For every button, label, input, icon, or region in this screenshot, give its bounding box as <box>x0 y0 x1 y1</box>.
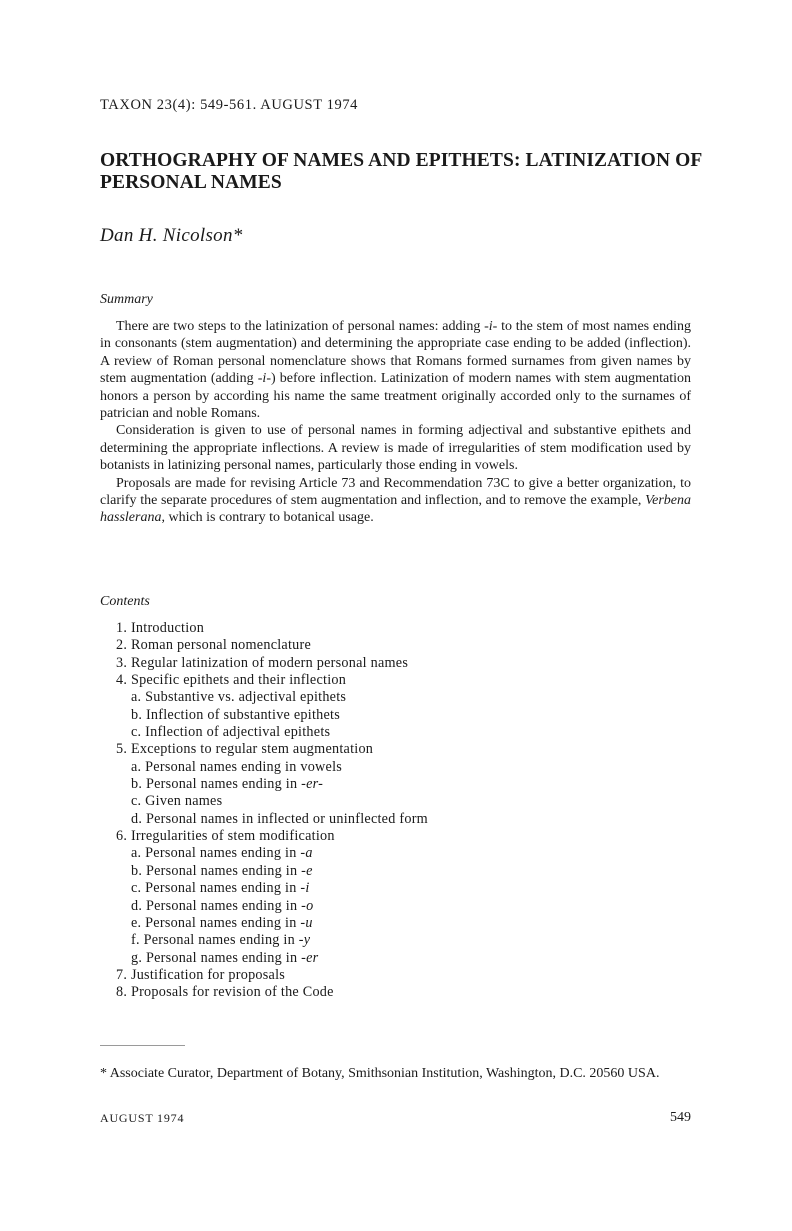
toc-number: d. <box>131 897 143 914</box>
toc-label: Personal names ending in <box>145 897 302 914</box>
toc-item <box>116 637 428 654</box>
author-footnote: * Associate Curator, Department of Botany, Smithsonian Institution, Washington, D.C. 20560 USA. <box>100 1066 660 1081</box>
toc-number: 7. <box>116 966 128 983</box>
running-footer-date: AUGUST 1974 <box>100 1111 185 1125</box>
toc-subitem <box>116 793 428 810</box>
toc-suffix: -y <box>298 932 311 949</box>
toc-subitem <box>116 950 428 967</box>
toc-subitem <box>116 898 428 915</box>
toc-label: Personal names ending in <box>145 949 302 966</box>
toc-label: Personal names ending in vowels <box>145 758 343 775</box>
toc-label: Proposals for revision of the Code <box>130 984 334 1001</box>
toc-number: f. <box>131 932 140 949</box>
toc-subitem <box>116 759 428 776</box>
toc-subitem <box>116 863 428 880</box>
toc-label: Regular latinization of modern personal names <box>130 654 409 671</box>
toc-item <box>116 828 428 845</box>
toc-number: a. <box>131 845 142 862</box>
toc-number: c. <box>131 724 142 741</box>
toc-number: 5. <box>116 741 128 758</box>
toc-number: a. <box>131 758 142 775</box>
toc-label: Personal names ending in <box>145 880 301 897</box>
toc-number: a. <box>131 689 142 706</box>
toc-suffix: -u <box>300 914 313 931</box>
summary-paragraph-3: Proposals are made for revising Article 73 and Recommendation 73C to give a better organization, to clarify the separate procedures of stem augmentation and inflection, and to remove the example, Verbena hasslerana, which is contrary to botanical usage. <box>100 475 691 526</box>
toc-number: b. <box>131 776 143 793</box>
toc-number: 3. <box>116 654 128 671</box>
toc-item <box>116 655 428 672</box>
page-number: 549 <box>670 1110 691 1125</box>
toc-label: Personal names ending in <box>145 776 302 793</box>
contents-heading: Contents <box>100 594 150 609</box>
toc-number: 4. <box>116 672 128 689</box>
toc-item <box>116 967 428 984</box>
toc-suffix: -i <box>300 880 310 897</box>
toc-number: c. <box>131 880 142 897</box>
author-name: Dan H. Nicolson* <box>100 225 243 246</box>
toc-label: Roman personal nomenclature <box>130 637 312 654</box>
toc-label: Personal names ending in <box>145 914 301 931</box>
toc-number: 2. <box>116 637 128 654</box>
toc-label: Irregularities of stem modification <box>130 828 335 845</box>
table-of-contents <box>116 620 428 1002</box>
toc-item <box>116 984 428 1001</box>
summary-paragraph-1: There are two steps to the latinization of personal names: adding -i- to the stem of most names ending in consonants (stem augmentation) and determining the appropriate case ending to be added (inflection). A review of Roman personal nomenclature shows that Romans formed surnames from given names by stem augmentation (adding -i-) before inflection. Latinization of modern names with stem augmentation honors a person by according his name the same treatment originally accorded only to the surnames of patrician and noble Romans. <box>100 319 691 422</box>
toc-subitem <box>116 932 428 949</box>
toc-label: Justification for proposals <box>130 966 286 983</box>
toc-label: Personal names in inflected or uninflected form <box>145 810 428 827</box>
toc-label: Introduction <box>130 620 205 636</box>
footnote-divider <box>100 1045 185 1046</box>
journal-citation: TAXON 23(4): 549-561. AUGUST 1974 <box>100 97 359 113</box>
summary-heading: Summary <box>100 292 153 307</box>
toc-label: Personal names ending in <box>143 932 299 949</box>
toc-label: Personal names ending in <box>145 845 301 862</box>
toc-number: c. <box>131 793 142 810</box>
toc-subitem <box>116 707 428 724</box>
article-title: ORTHOGRAPHY OF NAMES AND EPITHETS: LATINIZATION OF PERSONAL NAMES <box>100 150 702 193</box>
toc-suffix: -a <box>300 845 313 862</box>
summary-body <box>100 318 691 527</box>
toc-number: b. <box>131 706 143 723</box>
toc-number: 6. <box>116 828 128 845</box>
toc-label: Inflection of substantive epithets <box>145 706 341 723</box>
toc-subitem <box>116 915 428 932</box>
toc-subitem <box>116 776 428 793</box>
toc-item <box>116 741 428 758</box>
summary-paragraph-2: Consideration is given to use of personal names in forming adjectival and substantive epithets and determining the appropriate inflections. A review is made of irregularities of stem modification used by botanists in latinizing personal names, particularly those ending in vowels. <box>100 423 691 474</box>
toc-number: e. <box>131 914 142 931</box>
toc-label: Given names <box>145 793 223 810</box>
toc-number: b. <box>131 862 143 879</box>
toc-subitem <box>116 845 428 862</box>
toc-suffix: -o <box>301 897 314 914</box>
toc-label: Substantive vs. adjectival epithets <box>145 689 347 706</box>
toc-label: Exceptions to regular stem augmentation <box>130 741 374 758</box>
toc-subitem <box>116 689 428 706</box>
toc-subitem <box>116 880 428 897</box>
toc-suffix: -er <box>301 949 319 966</box>
toc-number: 1. <box>116 620 128 636</box>
toc-number: d. <box>131 810 143 827</box>
toc-suffix: -e <box>301 862 313 879</box>
toc-label: Specific epithets and their inflection <box>130 672 347 689</box>
toc-item <box>116 672 428 689</box>
toc-number: 8. <box>116 984 128 1001</box>
toc-label: Personal names ending in <box>145 862 302 879</box>
toc-subitem <box>116 724 428 741</box>
toc-suffix: -er- <box>301 776 324 793</box>
toc-item <box>116 620 428 637</box>
toc-label: Inflection of adjectival epithets <box>145 724 331 741</box>
toc-subitem <box>116 811 428 828</box>
toc-number: g. <box>131 949 143 966</box>
